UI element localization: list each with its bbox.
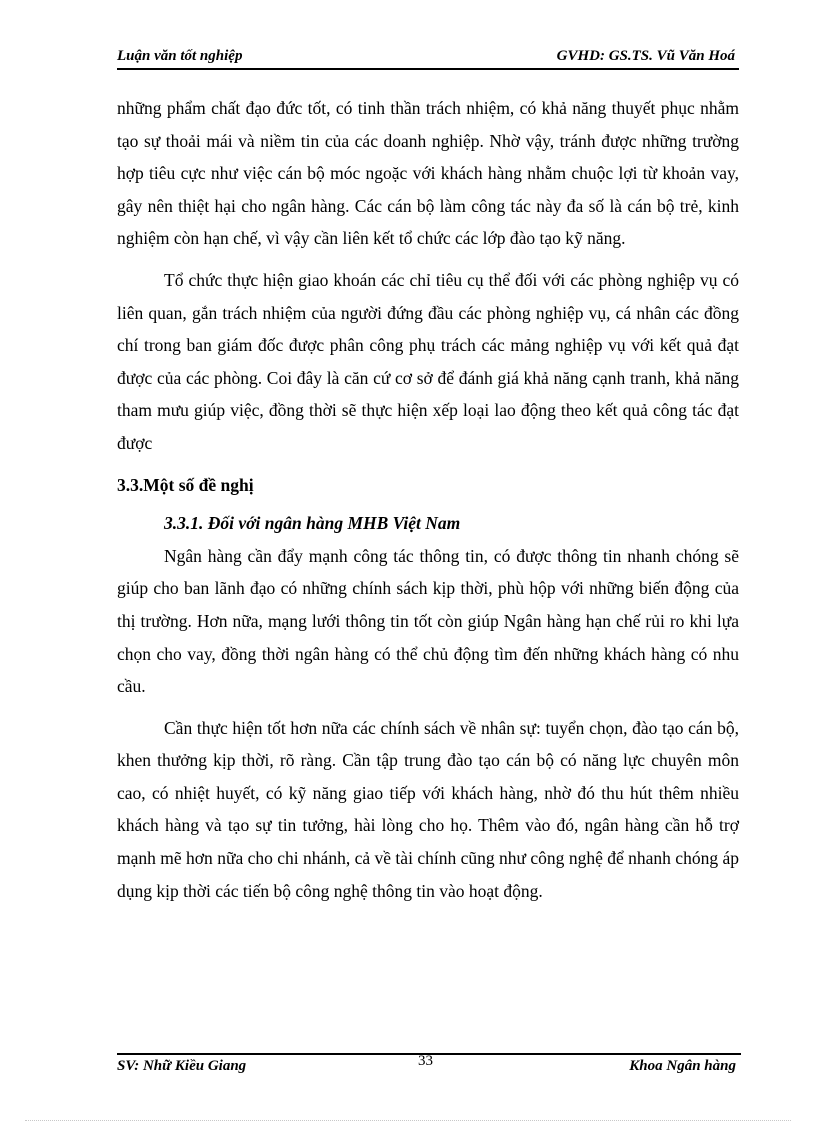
section-heading: 3.3.Một số đề nghị (117, 474, 254, 495)
paragraph-4: Cần thực hiện tốt hơn nữa các chính sách về nhân sự: tuyển chọn, đào tạo cán bộ, khen thưởng kịp thời, rõ ràng. Cần tập trung đào tạo cán bộ có năng lực chuyên môn cao, có nhiệt huyết, có kỹ năng giao tiếp với khách hàng, nhờ đó thu hút thêm nhiều khách hàng và tạo sự tin tưởng, hài lòng cho họ. Thêm vào đó, ngân hàng cần hỗ trợ mạnh mẽ hơn nữa cho chi nhánh, cả về tài chính cũng như công nghệ để nhanh chóng áp dụng kịp thời các tiến bộ công nghệ thông tin vào hoạt động. (117, 717, 739, 901)
page-body (117, 92, 739, 907)
footer-student-name: SV: Nhữ Kiều Giang (117, 1058, 247, 1074)
paragraph-2: Tổ chức thực hiện giao khoán các chỉ tiêu cụ thể đối với các phòng nghiệp vụ có liên quan, gắn trách nhiệm của người đứng đầu các phòng nghiệp vụ, cá nhân các đồng chí trong ban giám đốc được phân công phụ trách các mảng nghiệp vụ với kết quả đạt được của các phòng. Coi đây là căn cứ cơ sở để đánh giá khả năng cạnh tranh, khả năng tham mưu giúp việc, đồng thời sẽ thực hiện xếp loại lao động theo kết quả công tác đạt được (117, 269, 739, 453)
header-thesis-title: Luận văn tốt nghiệp (117, 48, 243, 64)
page-bottom-border (25, 1120, 791, 1121)
page-header (117, 46, 739, 70)
subsection-heading: 3.3.1. Đối với ngân hàng MHB Việt Nam (164, 513, 461, 534)
paragraph-3: Ngân hàng cần đẩy mạnh công tác thông tin, có được thông tin nhanh chóng sẽ giúp cho ban lãnh đạo có những chính sách kịp thời, phù hộp với những biến động của thị trường. Hơn nữa, mạng lưới thông tin tốt còn giúp Ngân hàng hạn chế rủi ro khi lựa chọn cho vay, đồng thời ngân hàng có thể chủ động tìm đến những khách hàng có nhu cầu. (117, 545, 739, 697)
header-supervisor: GVHD: GS.TS. Vũ Văn Hoá (556, 48, 735, 64)
page-number: 33 (418, 1053, 433, 1069)
footer-faculty: Khoa Ngân hàng (629, 1058, 736, 1074)
paragraph-1: những phẩm chất đạo đức tốt, có tinh thần trách nhiệm, có khả năng thuyết phục nhằm tạo sự thoải mái và niềm tin của các doanh nghiệp. Nhờ vậy, tránh được những trường hợp tiêu cực như việc cán bộ móc ngoặc với khách hàng nhằm chuộc lợi từ khoản vay, gây nên thiệt hại cho ngân hàng. Các cán bộ làm công tác này đa số là cán bộ trẻ, kinh nghiệm còn hạn chế, vì vậy cần liên kết tổ chức các lớp đào tạo kỹ năng. (117, 98, 739, 249)
